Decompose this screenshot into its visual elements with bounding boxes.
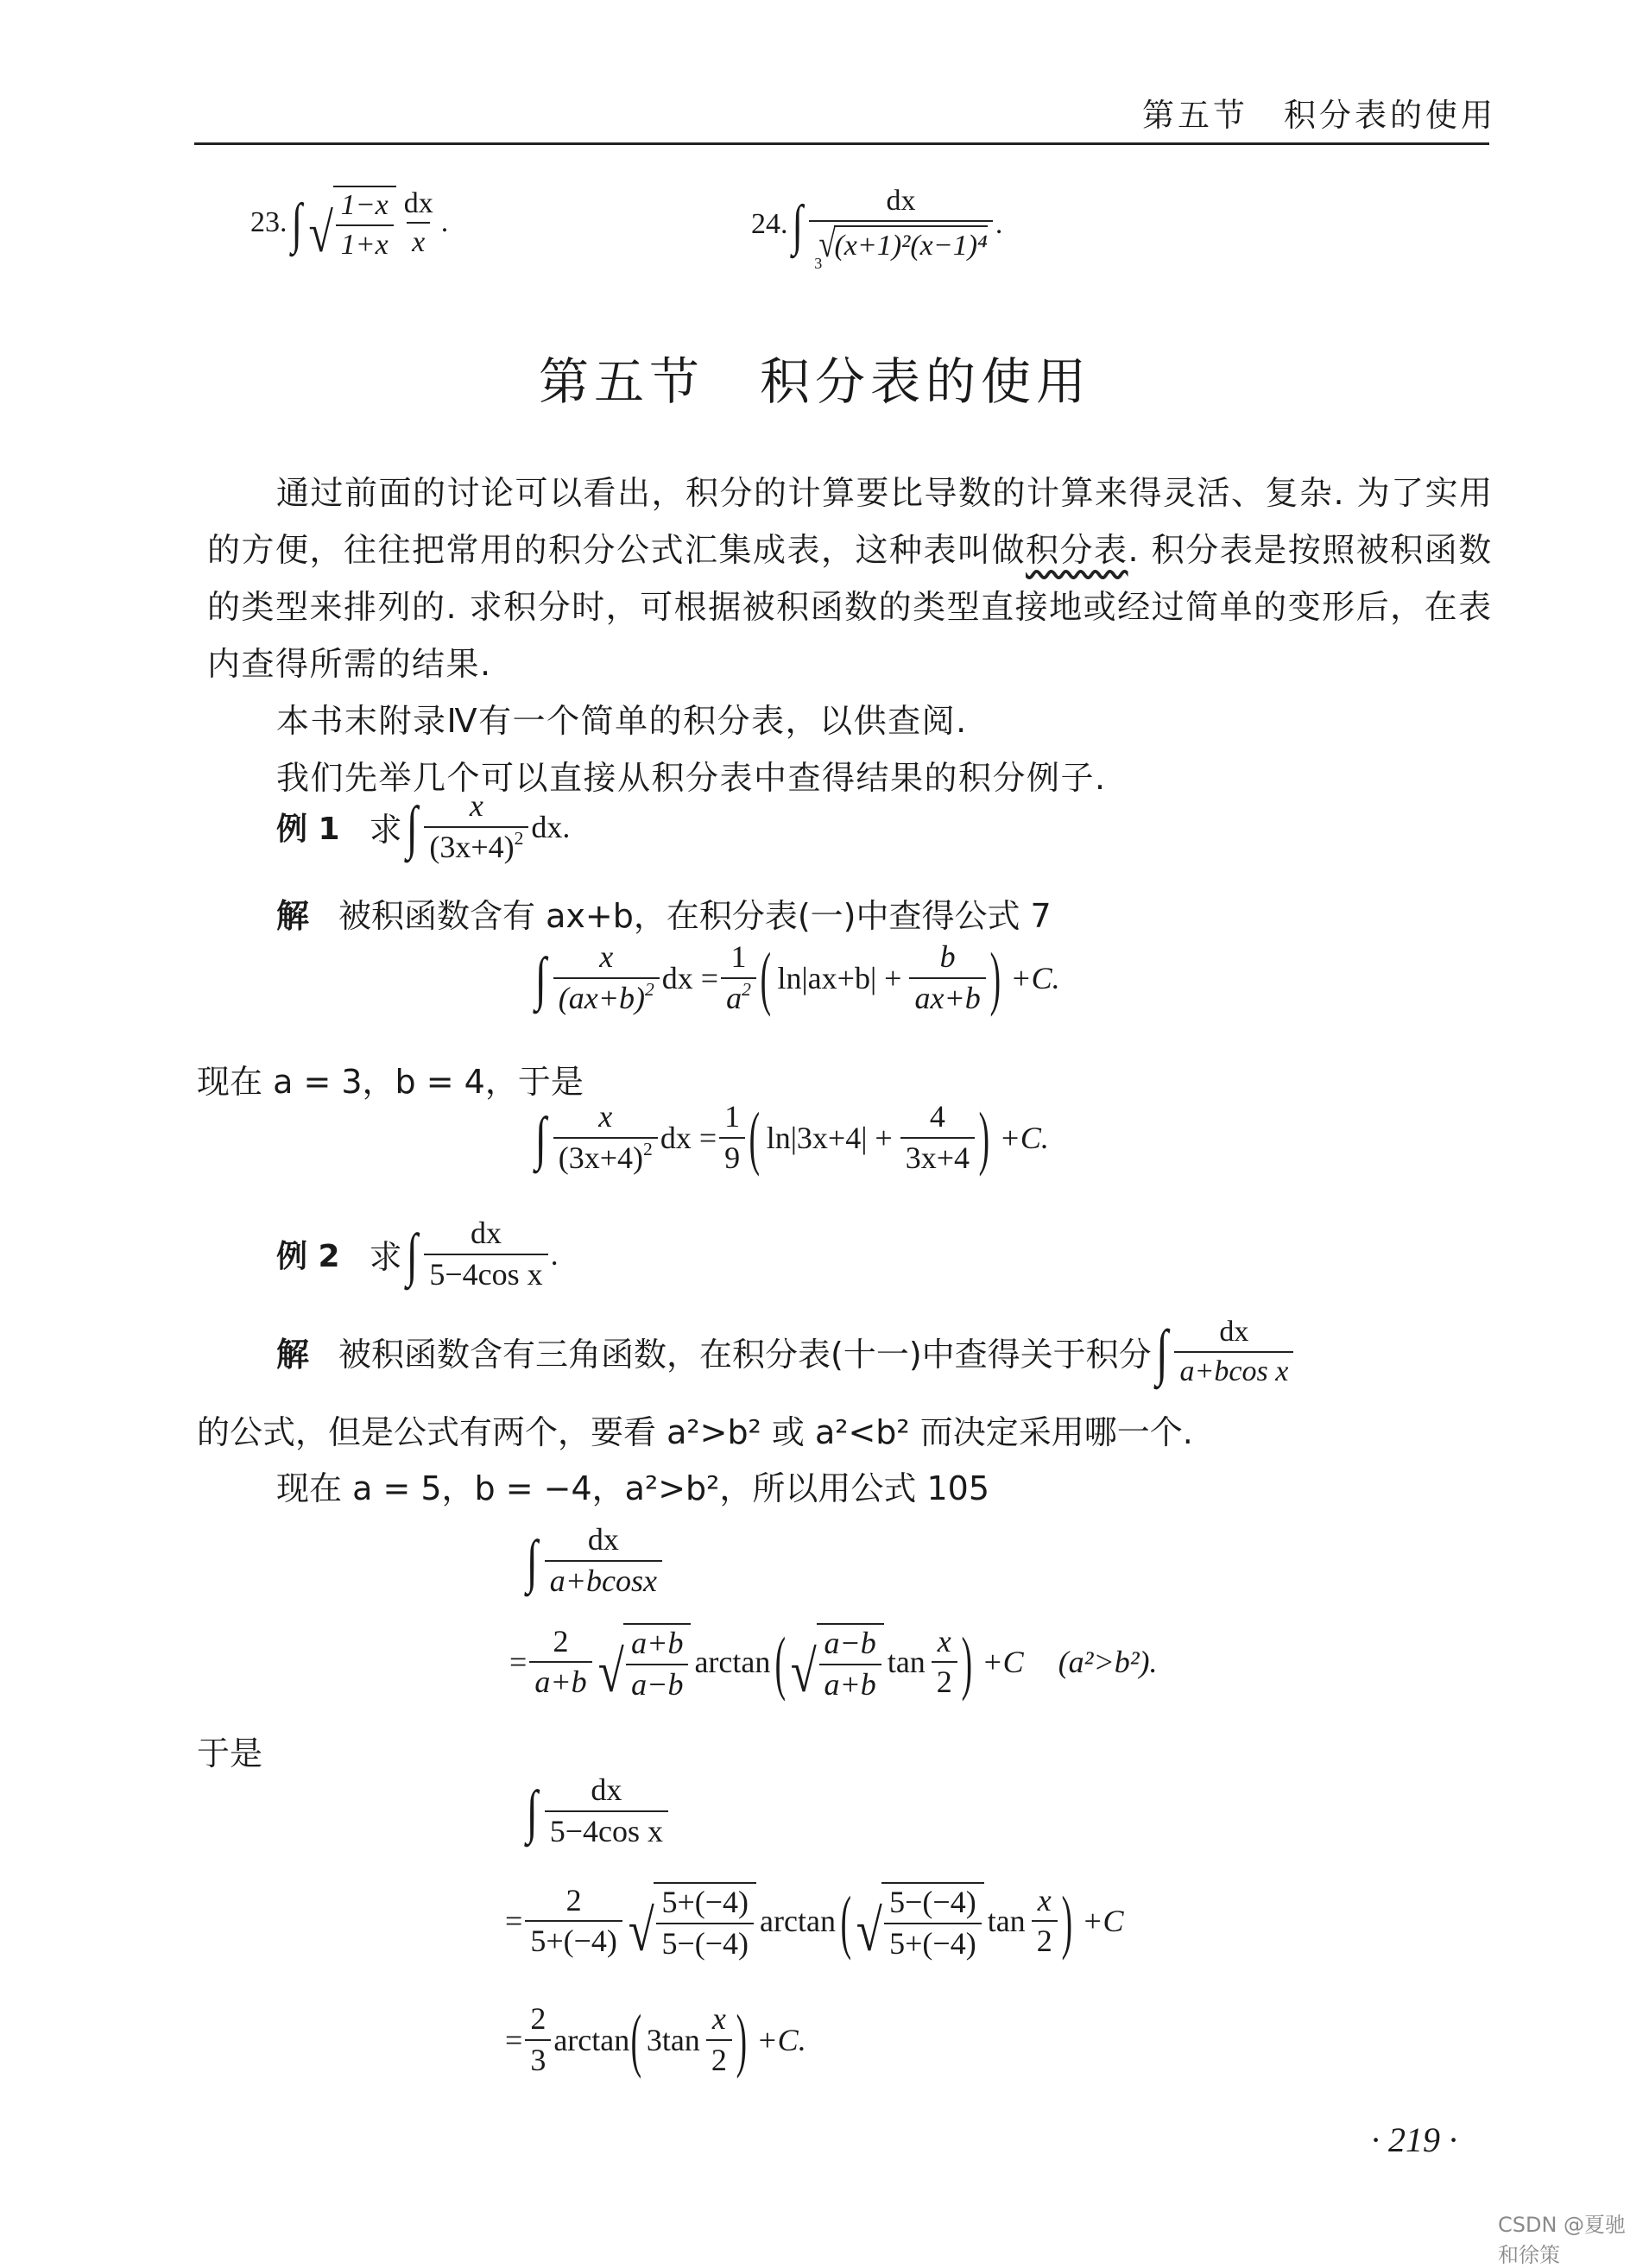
constant: +C. bbox=[999, 1120, 1049, 1155]
fraction-den: a+bcos x bbox=[1174, 1351, 1293, 1387]
integral-icon: ∫ bbox=[406, 793, 418, 860]
left-paren: ( bbox=[630, 2000, 642, 2080]
radical-icon: √ bbox=[308, 200, 334, 263]
solution-text-2: 的公式，但是公式有两个，要看 a²>b² 或 a²<b² 而决定采用哪一个. bbox=[197, 1413, 1193, 1451]
fraction-den: 5+(−4) bbox=[525, 1920, 622, 1958]
integral-icon: ∫ bbox=[406, 1221, 418, 1287]
fraction-den: 5+(−4) bbox=[884, 1923, 982, 1961]
integral-icon: ∫ bbox=[1155, 1317, 1168, 1387]
fraction-num: x bbox=[469, 788, 483, 823]
fraction-den: (ax+b) bbox=[558, 980, 645, 1015]
ln-term: ln|ax+b| + bbox=[777, 960, 902, 995]
fraction-den: 3x+4 bbox=[900, 1137, 975, 1175]
left-paren: ( bbox=[840, 1880, 851, 1961]
exponent: 2 bbox=[643, 1138, 653, 1159]
condition: (a²>b²). bbox=[1058, 1645, 1158, 1680]
integral-icon: ∫ bbox=[291, 191, 302, 254]
dx: dx. bbox=[531, 809, 571, 844]
example-2-result-lhs bbox=[522, 1774, 671, 1848]
example-2-solution bbox=[276, 1317, 1296, 1387]
running-head: 第五节 积分表的使用 bbox=[1142, 97, 1496, 134]
text: 通过前面的讨论可以看出，积分的计算要比导数的计算来得灵活、复杂. 为了实用的方便，往往把常用的积分公式汇集成表，这种表叫做 bbox=[207, 474, 1494, 569]
left-paren: ( bbox=[749, 1097, 761, 1178]
paragraph-3: 我们先举几个可以直接从积分表中查得结果的积分例子. bbox=[276, 759, 1107, 797]
fraction-num: 2 bbox=[530, 2001, 546, 2036]
fraction-num: a−b bbox=[824, 1626, 876, 1660]
solution-label: 解 bbox=[276, 897, 310, 935]
inner-term: 3tan bbox=[646, 2022, 700, 2057]
fraction-den: (3x+4) bbox=[558, 1140, 644, 1175]
example-1-solution bbox=[276, 889, 1052, 937]
tan: tan bbox=[987, 1904, 1026, 1939]
left-paren: ( bbox=[774, 1621, 787, 1702]
example-2-statement bbox=[276, 1217, 559, 1292]
fraction-num: b bbox=[939, 939, 956, 974]
radical-icon: √ bbox=[856, 1898, 882, 1964]
fraction-num: dx bbox=[587, 1522, 619, 1557]
section-title: 第五节 积分表的使用 bbox=[538, 352, 1091, 411]
paragraph-1 bbox=[207, 464, 1502, 692]
integral-icon: ∫ bbox=[792, 193, 803, 256]
ask-text: 求 bbox=[369, 811, 402, 850]
watermark: CSDN @夏驰和徐策 bbox=[1498, 2213, 1627, 2267]
fraction-den: 5−4cos x bbox=[545, 1810, 668, 1848]
fraction-den: (3x+4) bbox=[429, 829, 515, 864]
period: . bbox=[440, 206, 449, 239]
constant: +C. bbox=[1010, 960, 1060, 995]
right-paren: ) bbox=[736, 2000, 747, 2080]
fraction-den: 9 bbox=[719, 1137, 745, 1175]
fraction-num: 1 bbox=[724, 1099, 741, 1134]
fraction-den: x bbox=[407, 222, 430, 258]
fraction-num: 5+(−4) bbox=[661, 1885, 749, 1919]
example-2-result-rhs bbox=[505, 1880, 1124, 1964]
term-integral-table: 积分表 bbox=[1026, 531, 1128, 569]
formula-105-lhs bbox=[522, 1524, 665, 1598]
dx: dx = bbox=[661, 960, 719, 995]
fraction-num: x bbox=[1037, 1882, 1052, 1917]
fraction-den: 2 bbox=[1032, 1920, 1058, 1958]
fraction-num: dx bbox=[886, 185, 916, 217]
dx: dx = bbox=[660, 1120, 717, 1155]
example-label: 例 2 bbox=[276, 1239, 340, 1275]
fraction-num: x bbox=[937, 1623, 951, 1658]
formula-105-rhs bbox=[509, 1621, 1158, 1705]
right-paren: ) bbox=[1061, 1880, 1072, 1961]
fraction-num: 2 bbox=[565, 1882, 582, 1917]
exercise-number: 24. bbox=[751, 207, 788, 240]
equals: = bbox=[505, 2022, 523, 2057]
radical-icon: √ bbox=[818, 222, 837, 265]
exponent: 2 bbox=[742, 978, 751, 1000]
example-label: 例 1 bbox=[276, 812, 340, 848]
radicand: (x+1)²(x−1)⁴ bbox=[834, 225, 987, 263]
radical-icon: √ bbox=[628, 1898, 654, 1964]
sqrt bbox=[306, 186, 396, 263]
fraction-num: dx bbox=[470, 1216, 502, 1250]
formula-7 bbox=[531, 938, 1060, 1018]
solution-text: 被积函数含有 ax+b，在积分表(一)中查得公式 7 bbox=[338, 897, 1052, 935]
header-rule bbox=[194, 142, 1489, 145]
fraction-den: a bbox=[726, 980, 742, 1015]
fraction-den: 2 bbox=[706, 2039, 732, 2077]
ln-term: ln|3x+4| + bbox=[766, 1120, 893, 1155]
fraction-num: dx bbox=[403, 186, 433, 219]
fraction-num: 2 bbox=[553, 1623, 569, 1658]
intro-text bbox=[207, 464, 1502, 806]
page-number: · 219 · bbox=[1371, 2120, 1457, 2159]
fraction-num: x bbox=[599, 939, 614, 974]
fraction-den: 2 bbox=[932, 1661, 957, 1699]
exponent: 2 bbox=[514, 827, 524, 849]
exercise-number: 23. bbox=[250, 206, 287, 239]
solution-label: 解 bbox=[276, 1336, 310, 1374]
fraction-num: 5−(−4) bbox=[889, 1885, 976, 1919]
fraction-num: dx bbox=[591, 1772, 622, 1807]
arctan: arctan bbox=[694, 1645, 771, 1680]
right-paren: ) bbox=[961, 1621, 972, 1702]
fraction-num: x bbox=[598, 1099, 613, 1134]
radical-icon: √ bbox=[597, 1639, 624, 1705]
arctan: arctan bbox=[760, 1904, 836, 1939]
fraction-den: 3 √ (x+1)²(x−1)⁴ bbox=[809, 220, 993, 263]
period: . bbox=[550, 1236, 559, 1272]
constant: +C bbox=[982, 1645, 1024, 1680]
fraction-num: 1−x bbox=[340, 189, 389, 221]
fraction-den: 3 bbox=[525, 2039, 551, 2077]
exercise-23 bbox=[250, 186, 449, 263]
then-text: 于是 bbox=[197, 1734, 263, 1772]
fraction-den: 5−(−4) bbox=[656, 1923, 754, 1961]
equals: = bbox=[505, 1904, 523, 1939]
fraction-num: 4 bbox=[929, 1099, 945, 1134]
fraction-num: a+b bbox=[631, 1626, 684, 1660]
now-text-1: 现在 a = 3，b = 4，于是 bbox=[197, 1063, 584, 1101]
example-2-final bbox=[505, 2000, 806, 2080]
fraction-den: a+bcosx bbox=[545, 1560, 662, 1598]
ask-text: 求 bbox=[369, 1238, 402, 1277]
right-paren: ) bbox=[989, 938, 1001, 1018]
now-text-2: 现在 a = 5，b = −4，a²>b²，所以用公式 105 bbox=[276, 1469, 990, 1507]
fraction-den: 1+x bbox=[336, 224, 394, 261]
integral-icon: ∫ bbox=[534, 944, 546, 1011]
exercise-24 bbox=[751, 185, 1003, 272]
exponent: 2 bbox=[644, 978, 654, 1000]
integral-icon: ∫ bbox=[526, 1527, 538, 1594]
fraction-num: 1 bbox=[730, 939, 747, 974]
fraction-num: x bbox=[711, 2001, 726, 2036]
arctan: arctan bbox=[553, 2022, 630, 2057]
right-paren: ) bbox=[978, 1097, 990, 1178]
tan: tan bbox=[887, 1645, 926, 1680]
fraction-num: dx bbox=[1219, 1316, 1249, 1348]
example-1-statement bbox=[276, 790, 570, 864]
constant: +C. bbox=[756, 2022, 806, 2057]
period: . bbox=[995, 207, 1003, 240]
fraction-den: 5−4cos x bbox=[424, 1254, 547, 1292]
fraction-den: ax+b bbox=[909, 977, 985, 1015]
equals: = bbox=[509, 1645, 528, 1680]
radical-icon: √ bbox=[790, 1639, 817, 1705]
fraction-den: a+b bbox=[819, 1664, 881, 1702]
fraction-den: a−b bbox=[626, 1664, 688, 1702]
text: . 积分表是按照被积函数的类型来排列的. 求积分时，可根据被积函数的类型直接地或经过简单的变形后，在表内查得所需的结果. bbox=[207, 531, 1493, 683]
left-paren: ( bbox=[760, 938, 771, 1018]
constant: +C bbox=[1082, 1904, 1124, 1939]
example-1-result bbox=[531, 1097, 1049, 1178]
integral-icon: ∫ bbox=[534, 1104, 546, 1171]
solution-text: 被积函数含有三角函数，在积分表(十一)中查得关于积分 bbox=[338, 1336, 1152, 1374]
paragraph-2: 本书末附录Ⅳ有一个简单的积分表，以供查阅. bbox=[276, 702, 968, 740]
fraction-den: a+b bbox=[529, 1661, 591, 1699]
integral-icon: ∫ bbox=[526, 1778, 538, 1844]
